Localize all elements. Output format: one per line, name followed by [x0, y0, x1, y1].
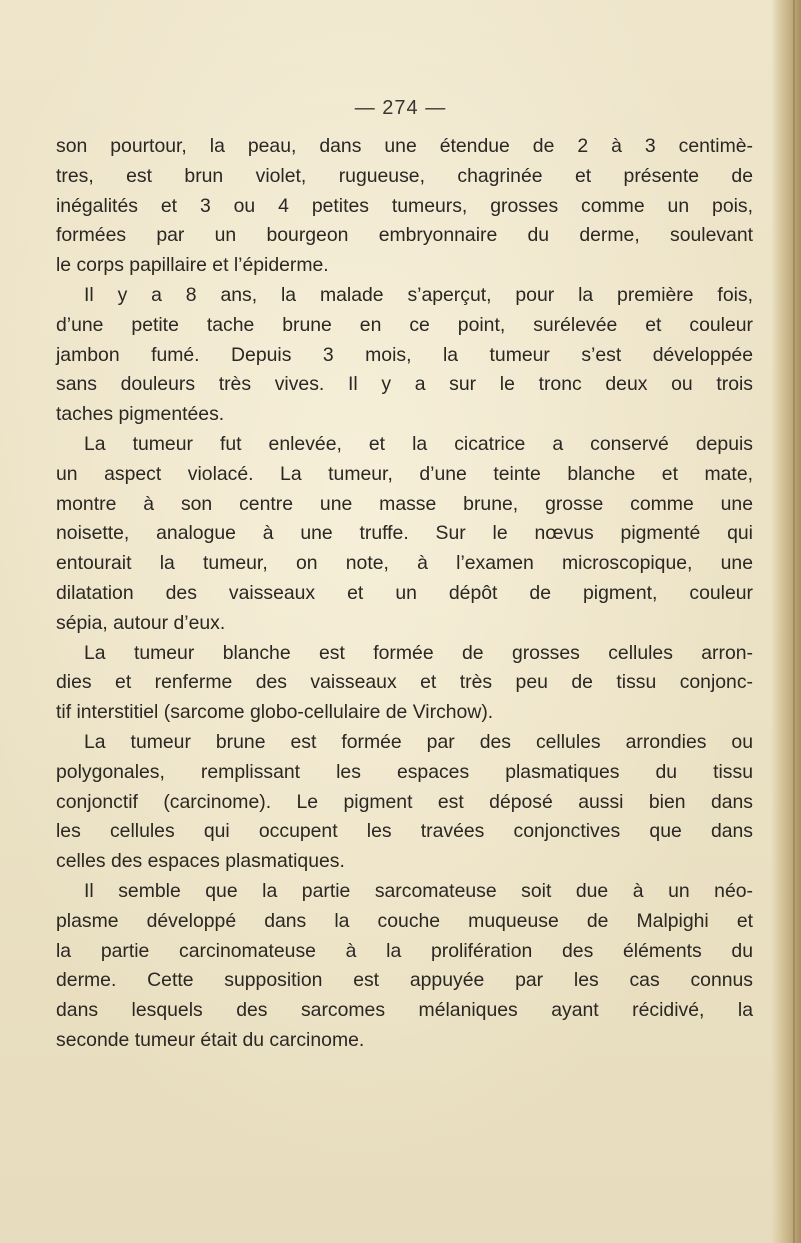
text-line: seconde tumeur était du carcinome. [56, 1028, 365, 1051]
text-line: les cellules qui occupent les travées conjonctives que dans [56, 820, 753, 843]
text-line: Il y a 8 ans, la malade s’aperçut, pour la première fois, [84, 283, 753, 306]
text-line: un aspect violacé. La tumeur, d’une teinte blanche et mate, [56, 462, 753, 485]
page-number: — 274 — [354, 97, 447, 119]
page-edge-line [793, 0, 795, 1243]
text-line: montre à son centre une masse brune, grosse comme une [56, 492, 753, 515]
text-line: conjonctif (carcinome). Le pigment est déposé aussi bien dans [56, 790, 753, 813]
text-line: d’une petite tache brune en ce point, surélevée et couleur [56, 313, 753, 336]
text-line: dilatation des vaisseaux et un dépôt de pigment, couleur [56, 581, 753, 604]
text-line: sans douleurs très vives. Il y a sur le tronc deux ou trois [56, 373, 753, 396]
text-line: Il semble que la partie sarcomateuse soit due à un néo- [84, 879, 753, 902]
text-line: dans lesquels des sarcomes mélaniques ayant récidivé, la [56, 999, 753, 1022]
text-line: derme. Cette supposition est appuyée par les cas connus [56, 969, 753, 992]
text-line: tif interstitiel (sarcome globo-cellulaire de Virchow). [56, 701, 494, 724]
text-line: inégalités et 3 ou 4 petites tumeurs, grosses comme un pois, [56, 194, 753, 217]
text-line: taches pigmentées. [56, 403, 225, 426]
text-line: jambon fumé. Depuis 3 mois, la tumeur s’est développée [56, 343, 753, 366]
text-line: dies et renferme des vaisseaux et très peu de tissu conjonc- [56, 671, 753, 694]
text-line: polygonales, remplissant les espaces plasmatiques du tissu [56, 760, 753, 783]
text-line: noisette, analogue à une truffe. Sur le nœvus pigmenté qui [56, 522, 753, 545]
text-line: son pourtour, la peau, dans une étendue de 2 à 3 centimè- [56, 135, 753, 157]
text-line: formées par un bourgeon embryonnaire du derme, soulevant [56, 224, 753, 247]
book-spine-shadow [771, 0, 801, 1243]
body-text [56, 132, 753, 1056]
text-line: la partie carcinomateuse à la prolifération des éléments du [56, 939, 753, 962]
text-line: celles des espaces plasmatiques. [56, 850, 345, 873]
text-line: tres, est brun violet, rugueuse, chagrinée et présente de [56, 164, 753, 187]
text-line: entourait la tumeur, on note, à l’examen microscopique, une [56, 552, 753, 575]
text-line: sépia, autour d’eux. [56, 611, 226, 634]
text-line: le corps papillaire et l’épiderme. [56, 254, 329, 277]
text-line: La tumeur fut enlevée, et la cicatrice a conservé depuis [84, 432, 753, 455]
text-line: plasme développé dans la couche muqueuse de Malpighi et [56, 909, 753, 932]
text-line: La tumeur brune est formée par des cellules arrondies ou [84, 730, 753, 753]
text-line: La tumeur blanche est formée de grosses cellules arron- [84, 641, 753, 664]
